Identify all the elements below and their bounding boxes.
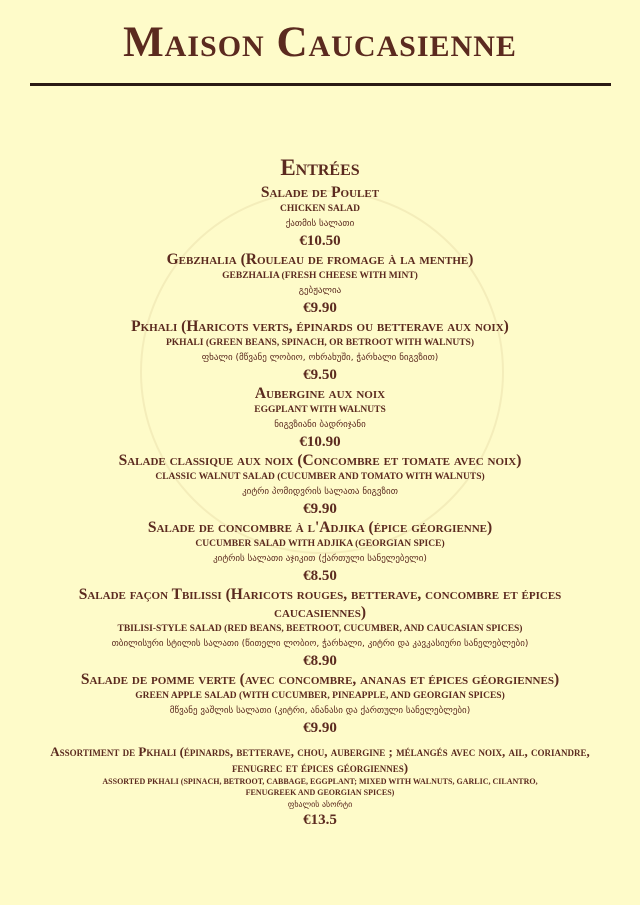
item-price: €10.50 — [299, 233, 341, 249]
item-price: €9.90 — [303, 300, 337, 316]
item-price: €9.90 — [303, 720, 337, 736]
item-name-en: TBILISI-STYLE SALAD (RED BEANS, BEETROOT, CUCUMBER, AND CAUCASIAN SPICES) — [117, 624, 523, 634]
item-name-en: CHICKEN SALAD — [280, 204, 360, 214]
item-name-fr: Gebzhalia (Rouleau de fromage à la menthe) — [166, 251, 474, 268]
item-price: €8.90 — [303, 653, 337, 669]
menu-item — [0, 452, 640, 519]
header-divider — [30, 83, 611, 86]
item-name-ka: ფხალი (მწვანე ლობიო, ოხრახუში, ჭარხალი ნიგვზით) — [201, 353, 439, 363]
item-price: €8.50 — [303, 568, 337, 584]
menu-item — [0, 519, 640, 586]
menu-item — [0, 586, 640, 671]
menu-item — [0, 744, 640, 830]
item-price: €9.90 — [303, 501, 337, 517]
item-name-en: GREEN APPLE SALAD (WITH CUCUMBER, PINEAPPLE, AND GEORGIAN SPICES) — [135, 691, 505, 701]
item-name-ka: ფხალის ასორტი — [287, 800, 353, 809]
restaurant-name: Maison Caucasienne — [123, 19, 517, 66]
item-name-fr: Salade de concombre à l'Adjika (épice géorgienne) — [147, 519, 493, 536]
item-price: €9.50 — [303, 367, 337, 383]
item-name-ka: თბილისური სტილის სალათი (წითელი ლობიო, ჭარხალი, კიტრი და კავკასიური სანელებლები) — [111, 639, 529, 649]
item-name-fr: Pkhali (Haricots verts, épinards ou betterave aux noix) — [131, 318, 509, 335]
item-name-ka: ნიგვზიანი ბადრიჯანი — [274, 420, 366, 430]
item-name-fr: Salade classique aux noix (Concombre et tomate avec noix) — [118, 452, 522, 469]
menu-item — [0, 251, 640, 318]
item-name-ka: გებჟალია — [298, 286, 342, 296]
item-name-ka: მწვანე ვაშლის სალათი (კიტრი, ანანასი და ქართული სანელებლები) — [169, 706, 471, 716]
item-name-ka: კიტრის სალათი აჯიკით (ქართული სანელებელი) — [213, 554, 427, 564]
item-name-fr: Assortiment de Pkhali (épinards, betterave, chou, aubergine ; mélangés avec noix, ail, coriandre, fenugrec et épices géorgiennes) — [50, 744, 590, 775]
item-name-ka: ქათმის სალათი — [285, 219, 355, 229]
item-price: €13.5 — [303, 812, 337, 828]
item-name-en: GEBZHALIA (FRESH CHEESE WITH MINT) — [222, 271, 418, 281]
item-name-en: CUCUMBER SALAD WITH ADJIKA (GEORGIAN SPICE) — [195, 539, 445, 549]
item-name-fr: Aubergine aux noix — [254, 385, 386, 402]
menu-item — [0, 184, 640, 251]
item-name-en: CLASSIC WALNUT SALAD (CUCUMBER AND TOMATO WITH WALNUTS) — [155, 472, 485, 482]
item-name-en: PKHALI (GREEN BEANS, SPINACH, OR BETROOT WITH WALNUTS) — [165, 338, 475, 348]
menu-item — [0, 318, 640, 385]
menu-item — [0, 671, 640, 738]
section-title: Entrées — [280, 155, 360, 180]
item-name-en: ASSORTED PKHALI (SPINACH, BETROOT, CABBAGE, EGGPLANT; MIXED WITH WALNUTS, GARLIC, CILANTRO, FENUGREEK AND GEORGIAN SPICES) — [102, 777, 538, 797]
item-name-fr: Salade façon Tbilissi (Haricots rouges, betterave, concombre et épices caucasiennes) — [78, 586, 562, 621]
item-name-fr: Salade de Poulet — [260, 184, 380, 201]
menu-section — [0, 154, 640, 830]
item-name-en: EGGPLANT WITH WALNUTS — [254, 405, 386, 415]
item-name-ka: კიტრი პომიდვრის სალათა ნიგვზით — [242, 487, 398, 497]
item-name-fr: Salade de pomme verte (avec concombre, ananas et épices géorgiennes) — [80, 671, 560, 688]
menu-item — [0, 385, 640, 452]
item-price: €10.90 — [299, 434, 341, 450]
